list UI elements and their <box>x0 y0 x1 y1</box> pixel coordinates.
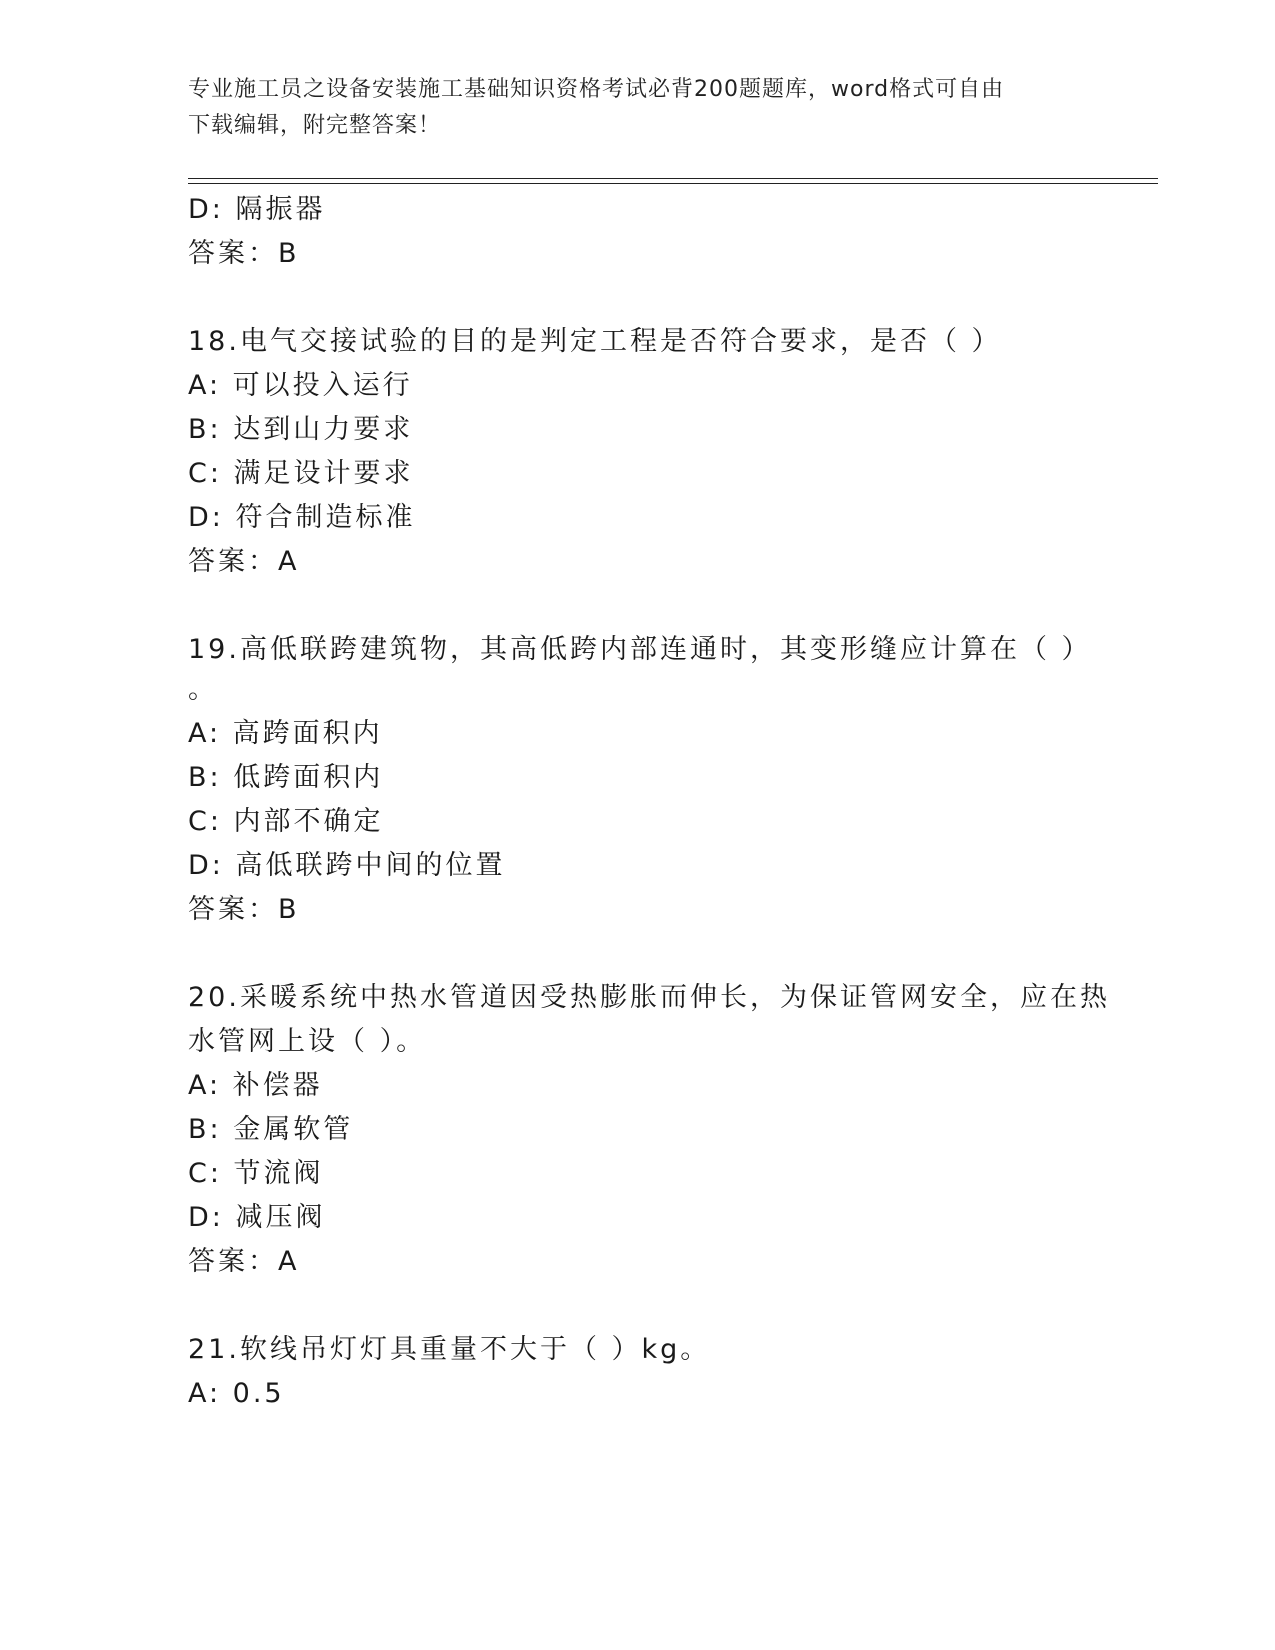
q20-option-a: A: 补偿器 <box>188 1070 323 1101</box>
q20-answer: 答案：A <box>188 1246 300 1277</box>
q18-answer: 答案：A <box>188 546 300 577</box>
document-header <box>188 72 1088 144</box>
q21-question: 21.软线吊灯灯具重量不大于（ ）kg。 <box>188 1334 711 1365</box>
q18-option-c: C: 满足设计要求 <box>188 458 414 489</box>
q19-answer: 答案：B <box>188 894 300 925</box>
q20-option-b: B: 金属软管 <box>188 1114 354 1145</box>
q18-option-a: A: 可以投入运行 <box>188 370 413 401</box>
q19-option-b: B: 低跨面积内 <box>188 762 384 793</box>
q17-option-d: D: 隔振器 <box>188 194 326 225</box>
q18-option-b: B: 达到山力要求 <box>188 414 414 445</box>
q20-question-cont: 水管网上设（ ）。 <box>188 1026 427 1057</box>
q18-option-d: D: 符合制造标准 <box>188 502 416 533</box>
q17-answer: 答案：B <box>188 238 300 269</box>
q19-option-d: D: 高低联跨中间的位置 <box>188 850 506 881</box>
header-line-1: 专业施工员之设备安装施工基础知识资格考试必背200题题库，word格式可自由 <box>188 77 1005 102</box>
q19-option-c: C: 内部不确定 <box>188 806 384 837</box>
q21-option-a: A: 0.5 <box>188 1378 285 1409</box>
q19-option-a: A: 高跨面积内 <box>188 718 383 749</box>
q20-option-c: C: 节流阀 <box>188 1158 324 1189</box>
q18-question: 18.电气交接试验的目的是判定工程是否符合要求，是否（ ） <box>188 326 1002 357</box>
q20-question: 20.采暖系统中热水管道因受热膨胀而伸长，为保证管网安全，应在热 <box>188 982 1110 1013</box>
q19-question: 19.高低联跨建筑物，其高低跨内部连通时，其变形缝应计算在（ ） <box>188 634 1092 665</box>
q20-option-d: D: 减压阀 <box>188 1202 326 1233</box>
q19-question-cont: 。 <box>188 674 218 705</box>
header-divider-top <box>188 178 1158 179</box>
header-line-2: 下载编辑，附完整答案！ <box>188 113 442 138</box>
header-divider-bottom <box>188 183 1158 184</box>
